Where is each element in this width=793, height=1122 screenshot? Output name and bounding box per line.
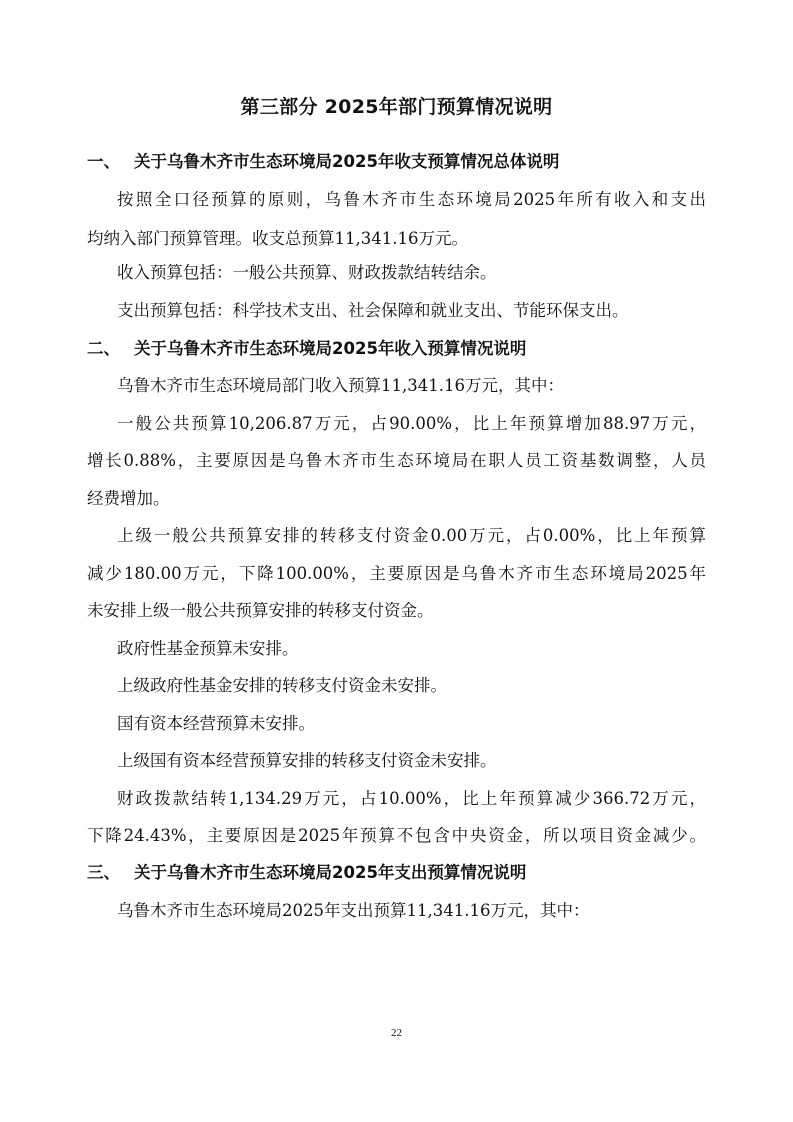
section-2-number: 二、 <box>87 339 120 358</box>
section-2-heading-text: 关于乌鲁木齐市生态环境局2025年收入预算情况说明 <box>134 339 527 358</box>
section-2-paragraph-7: 上级国有资本经营预算安排的转移支付资金未安排。 <box>117 751 497 770</box>
section-2-paragraph-1: 乌鲁木齐市生态环境局部门收入预算11,341.16万元，其中： <box>117 376 564 395</box>
section-1-paragraph-3: 支出预算包括：科学技术支出、社会保障和就业支出、节能环保支出。 <box>117 301 629 320</box>
section-2-paragraph-2-line-2: 增长0.88%，主要原因是乌鲁木齐市生态环境局在职人员工资基数调整，人员 <box>87 451 706 470</box>
section-3-heading-text: 关于乌鲁木齐市生态环境局2025年支出预算情况说明 <box>134 863 527 882</box>
section-2-paragraph-2-line-3: 经费增加。 <box>87 489 170 508</box>
section-2-paragraph-8-line-1: 财政拨款结转1,134.29万元，占10.00%，比上年预算减少366.72万元， <box>117 789 706 808</box>
section-3-number: 三、 <box>87 863 120 882</box>
section-2-paragraph-5: 上级政府性基金安排的转移支付资金未安排。 <box>117 676 447 695</box>
section-2-paragraph-6: 国有资本经营预算未安排。 <box>117 714 315 733</box>
section-1-paragraph-2: 收入预算包括：一般公共预算、财政拨款结转结余。 <box>117 263 497 282</box>
section-1-paragraph-1-line-1: 按照全口径预算的原则，乌鲁木齐市生态环境局2025年所有收入和支出 <box>117 190 706 209</box>
section-1-paragraph-1-line-2: 均纳入部门预算管理。收支总预算11,341.16万元。 <box>87 229 468 248</box>
section-1-number: 一、 <box>87 152 120 171</box>
section-2-paragraph-8-line-2: 下降24.43%，主要原因是2025年预算不包含中央资金，所以项目资金减少。 <box>87 826 706 845</box>
section-2-paragraph-3-line-1: 上级一般公共预算安排的转移支付资金0.00万元，占0.00%，比上年预算 <box>117 526 706 545</box>
section-2-paragraph-3-line-2: 减少180.00万元，下降100.00%，主要原因是乌鲁木齐市生态环境局2025年 <box>87 564 706 583</box>
section-1-heading-text: 关于乌鲁木齐市生态环境局2025年收支预算情况总体说明 <box>134 152 560 171</box>
section-3-heading <box>87 862 707 884</box>
section-3-paragraph-1: 乌鲁木齐市生态环境局2025年支出预算11,341.16万元，其中： <box>117 901 590 920</box>
section-2-paragraph-3-line-3: 未安排上级一般公共预算安排的转移支付资金。 <box>87 601 434 620</box>
page-number: 22 <box>391 1027 402 1039</box>
section-2-paragraph-4: 政府性基金预算未安排。 <box>117 639 299 658</box>
section-2-paragraph-2-line-1: 一般公共预算10,206.87万元，占90.00%，比上年预算增加88.97万元， <box>117 414 706 433</box>
section-2-heading <box>87 338 707 360</box>
page-title: 第三部分 2025年部门预算情况说明 <box>240 96 553 118</box>
section-1-heading <box>87 151 707 173</box>
